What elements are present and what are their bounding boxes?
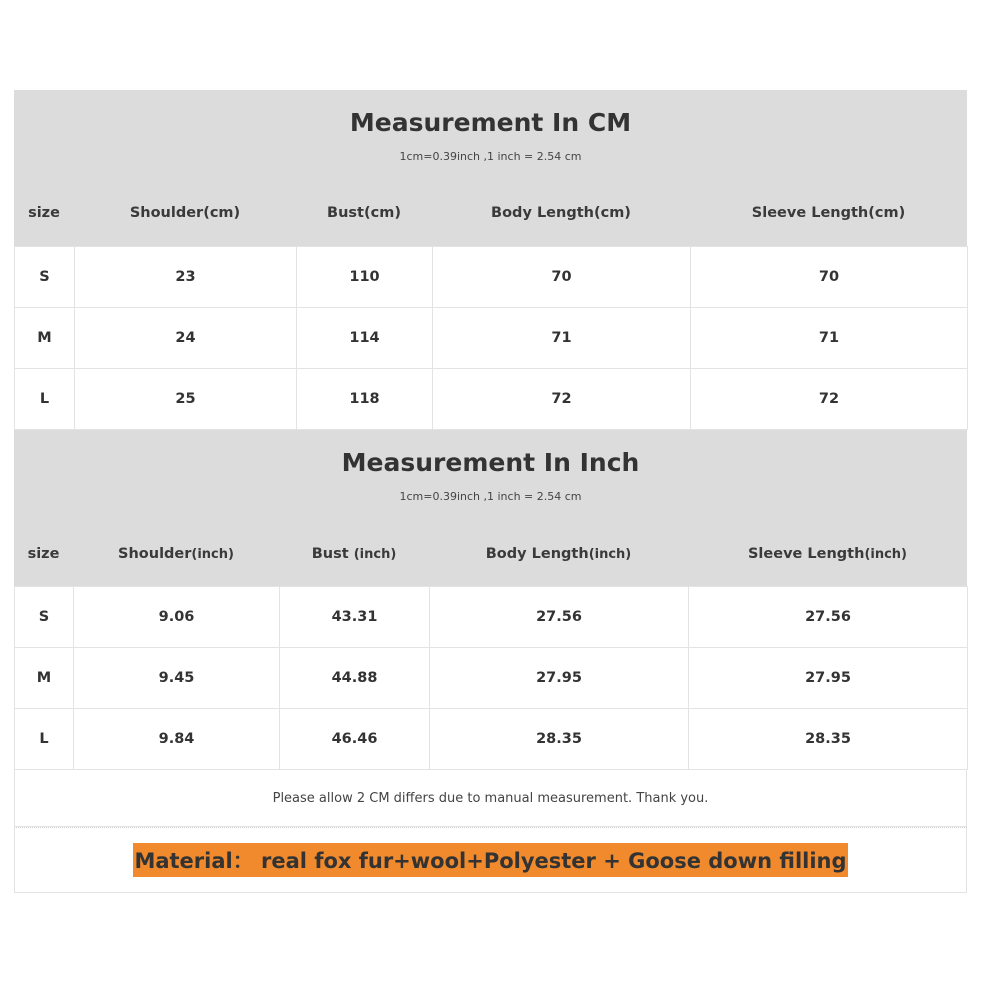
column-header-body-length: Body Length(cm) bbox=[491, 205, 631, 221]
bust-cell: 44.88 bbox=[280, 648, 430, 709]
column-header-sleeve-length: Sleeve Length(inch) bbox=[747, 546, 907, 562]
bust-cell: 43.31 bbox=[280, 587, 430, 648]
inch-section-title: Measurement In Inch bbox=[341, 448, 640, 477]
column-header-bust: Bust (inch) bbox=[311, 546, 397, 562]
column-header-shoulder: Shoulder(cm) bbox=[129, 205, 241, 221]
table-row bbox=[15, 369, 968, 430]
sleeve-length-cell: 27.56 bbox=[689, 587, 968, 648]
size-cell: M bbox=[15, 648, 74, 709]
size-cell: M bbox=[15, 308, 75, 369]
table-row bbox=[15, 308, 968, 369]
sleeve-length-cell: 71 bbox=[691, 308, 968, 369]
column-header-size: size bbox=[28, 205, 60, 221]
shoulder-cell: 9.84 bbox=[74, 709, 280, 770]
size-chart bbox=[14, 90, 967, 893]
cm-section-title: Measurement In CM bbox=[349, 108, 632, 137]
shoulder-cell: 23 bbox=[75, 247, 297, 308]
sleeve-length-cell: 27.95 bbox=[689, 648, 968, 709]
sleeve-length-cell: 28.35 bbox=[689, 709, 968, 770]
body-length-cell: 72 bbox=[433, 369, 691, 430]
size-cell: S bbox=[15, 247, 75, 308]
material-row bbox=[14, 827, 967, 893]
table-row bbox=[15, 648, 968, 709]
measurement-note: Please allow 2 CM differs due to manual measurement. Thank you. bbox=[14, 770, 967, 827]
size-cell: L bbox=[15, 709, 74, 770]
size-cell: S bbox=[15, 587, 74, 648]
bust-cell: 118 bbox=[297, 369, 433, 430]
bust-cell: 110 bbox=[297, 247, 433, 308]
inch-conversion-note: 1cm=0.39inch ,1 inch = 2.54 cm bbox=[399, 490, 582, 503]
column-header-bust: Bust(cm) bbox=[327, 205, 401, 221]
cm-table bbox=[14, 246, 968, 430]
body-length-cell: 71 bbox=[433, 308, 691, 369]
cm-conversion-note: 1cm=0.39inch ,1 inch = 2.54 cm bbox=[399, 150, 582, 163]
inch-section-header bbox=[14, 430, 967, 586]
body-length-cell: 28.35 bbox=[430, 709, 689, 770]
sleeve-length-cell: 72 bbox=[691, 369, 968, 430]
table-row bbox=[15, 247, 968, 308]
body-length-cell: 27.95 bbox=[430, 648, 689, 709]
inch-table bbox=[14, 586, 968, 770]
shoulder-cell: 9.06 bbox=[74, 587, 280, 648]
cm-section-header bbox=[14, 90, 967, 246]
column-header-sleeve-length: Sleeve Length(cm) bbox=[751, 205, 906, 221]
shoulder-cell: 9.45 bbox=[74, 648, 280, 709]
bust-cell: 46.46 bbox=[280, 709, 430, 770]
cm-column-headers bbox=[14, 200, 967, 226]
table-row bbox=[15, 709, 968, 770]
size-cell: L bbox=[15, 369, 75, 430]
column-header-shoulder: Shoulder(inch) bbox=[118, 546, 234, 562]
sleeve-length-cell: 70 bbox=[691, 247, 968, 308]
column-header-body-length: Body Length(inch) bbox=[485, 546, 632, 562]
body-length-cell: 27.56 bbox=[430, 587, 689, 648]
shoulder-cell: 25 bbox=[75, 369, 297, 430]
inch-column-headers bbox=[14, 541, 967, 567]
bust-cell: 114 bbox=[297, 308, 433, 369]
material-label: Material： real fox fur+wool+Polyester + Goose down filling bbox=[133, 843, 847, 877]
shoulder-cell: 24 bbox=[75, 308, 297, 369]
table-row bbox=[15, 587, 968, 648]
body-length-cell: 70 bbox=[433, 247, 691, 308]
column-header-size: size bbox=[27, 546, 60, 562]
